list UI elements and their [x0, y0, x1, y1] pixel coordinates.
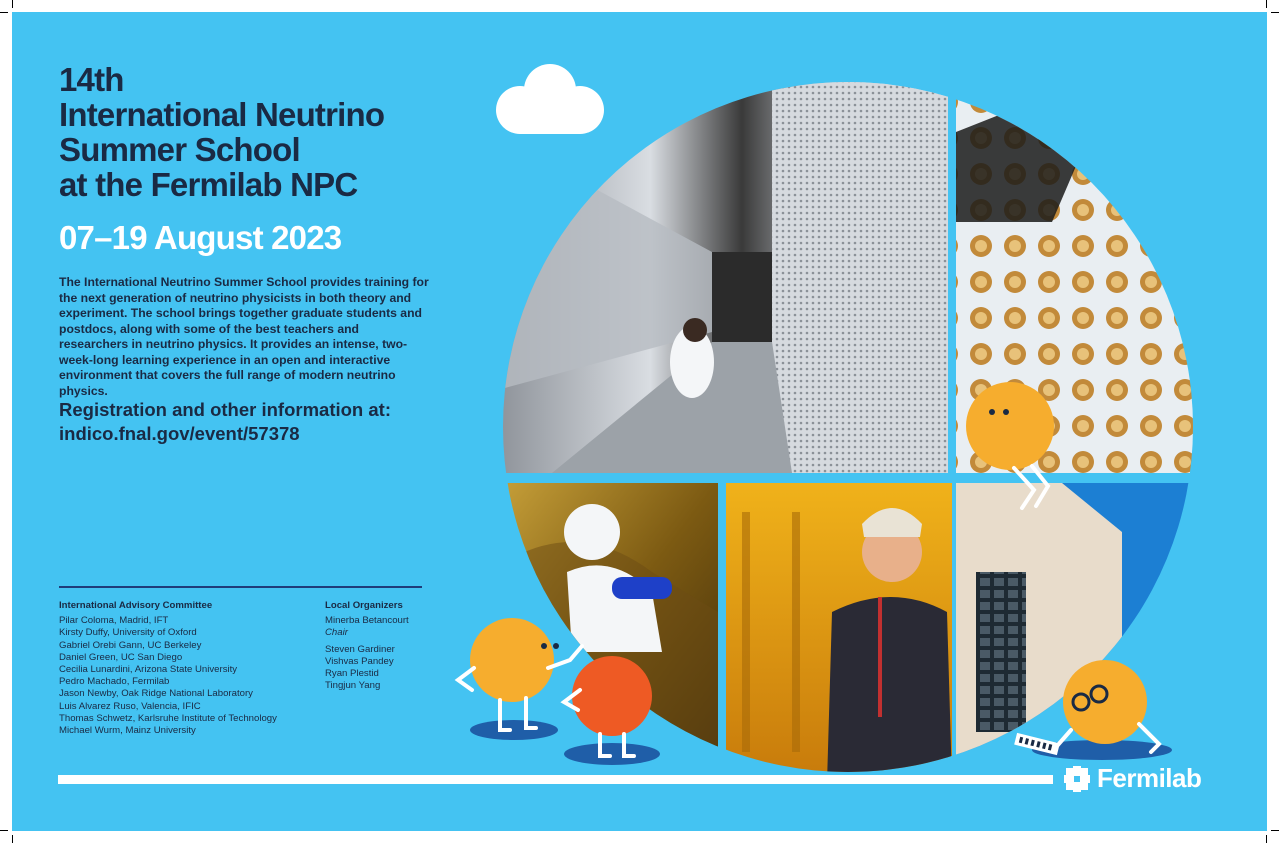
- yellow-character-sitting: [962, 382, 1062, 512]
- crop-mark: [1271, 12, 1279, 13]
- organizer-member: Steven Gardiner: [325, 643, 395, 655]
- footer-bar: [58, 775, 1053, 784]
- title-line: at the Fermilab NPC: [59, 166, 358, 203]
- committee-member: Cecilia Lunardini, Arizona State University: [59, 664, 238, 676]
- title-line: 14th: [59, 61, 124, 98]
- crop-mark: [0, 12, 8, 13]
- event-description: The International Neutrino Summer School provides training for the next generation of neutrino physicists in both theory and experiment. The school brings together graduate students and postdocs, along with some of the best teachers and researchers in neutrino physics. It provides an intense, two-week-long learning experience in an open and interactive environment that covers the full range of modern neutrino physics.: [59, 275, 429, 398]
- crop-mark: [0, 830, 8, 831]
- organizer-member: Tingjun Yang: [325, 680, 381, 692]
- crop-mark: [12, 835, 13, 843]
- organizer-member: Vishvas Pandey: [325, 655, 394, 667]
- poster: [12, 12, 1267, 831]
- fermilab-wordmark: Fermilab: [1097, 763, 1202, 793]
- committee-member: Michael Wurm, Mainz University: [59, 725, 196, 737]
- committee-member: Luis Alvarez Ruso, Valencia, IFIC: [59, 700, 201, 712]
- crop-mark: [1266, 835, 1267, 843]
- title-line: International Neutrino: [59, 96, 385, 133]
- event-dates: 07–19 August 2023: [59, 219, 342, 256]
- committee-member: Pilar Coloma, Madrid, IFT: [59, 615, 169, 627]
- committee-member: Thomas Schwetz, Karlsruhe Institute of Technology: [59, 712, 277, 724]
- organizer-member: Ryan Plestid: [325, 668, 379, 680]
- committee-member: Gabriel Orebi Gann, UC Berkeley: [59, 639, 202, 651]
- yellow-character-reading: [1007, 652, 1177, 762]
- fermilab-logo-icon: [1062, 764, 1092, 794]
- committee-member: Daniel Green, UC San Diego: [59, 651, 183, 663]
- crop-mark: [1271, 830, 1279, 831]
- fermilab-logo: [1062, 763, 1201, 794]
- cloud-icon: [494, 60, 606, 136]
- registration-url: indico.fnal.gov/event/57378: [59, 423, 300, 444]
- committee-heading: International Advisory Committee: [59, 600, 213, 611]
- scientist-photo: [726, 483, 952, 783]
- organizer-chair-role: Chair: [325, 627, 348, 639]
- committee-member: Pedro Machado, Fermilab: [59, 676, 170, 688]
- committee-member: Kirsty Duffy, University of Oxford: [59, 627, 197, 639]
- crop-mark: [12, 0, 13, 8]
- organizer-chair-name: Minerba Betancourt: [325, 615, 409, 627]
- title-line: Summer School: [59, 131, 300, 168]
- organizers-heading: Local Organizers: [325, 600, 403, 611]
- registration-label: Registration and other information at:: [59, 399, 391, 420]
- characters-group-left: [452, 610, 662, 770]
- committee-member: Jason Newby, Oak Ridge National Laboratory: [59, 688, 253, 700]
- crop-mark: [1266, 0, 1267, 8]
